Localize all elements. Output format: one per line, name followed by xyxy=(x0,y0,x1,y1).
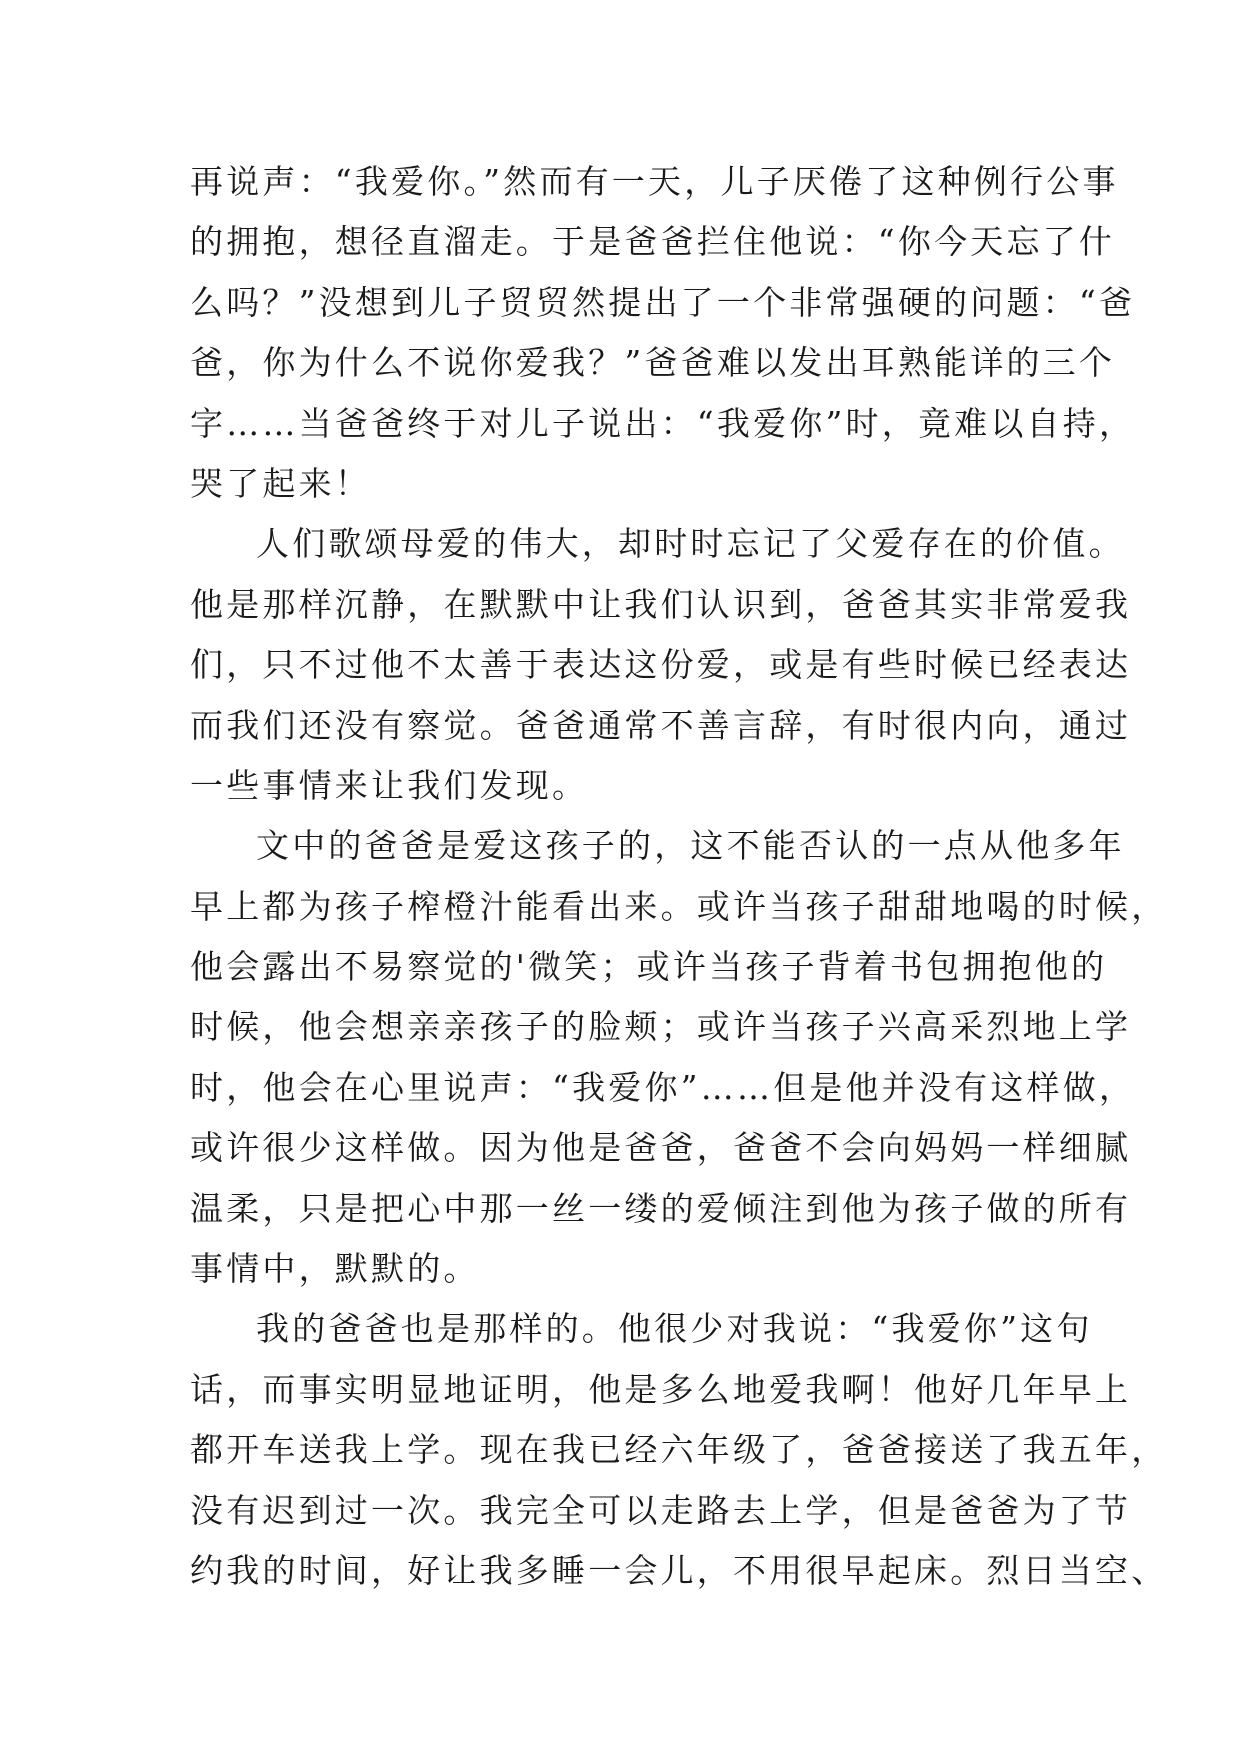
text-line: 一些事情来让我们发现。 xyxy=(190,765,589,805)
paragraph-first-line: 文中的爸爸是爱这孩子的，这不能否认的一点从他多年 xyxy=(256,826,1125,866)
document-body xyxy=(190,152,1168,1601)
text-line: 他会露出不易察觉的'微笑；或许当孩子背着书包拥抱他的 xyxy=(190,947,1108,987)
text-line: 么吗？”没想到儿子贸贸然提出了一个非常强硬的问题：“爸 xyxy=(190,282,1136,322)
text-line: 爸，你为什么不说你爱我？”爸爸难以发出耳熟能详的三个 xyxy=(190,343,1116,383)
paragraph-first-line: 人们歌颂母爱的伟大，却时时忘记了父爱存在的价值。 xyxy=(256,524,1125,564)
text-line: 话，而事实明显地证明，他是多么地爱我啊！他好几年早上 xyxy=(190,1369,1132,1409)
text-line: 没有迟到过一次。我完全可以走路去上学，但是爸爸为了节 xyxy=(190,1490,1132,1530)
text-line: 时候，他会想亲亲孩子的脸颊；或许当孩子兴高采烈地上学 xyxy=(190,1007,1132,1047)
text-line: 早上都为孩子榨橙汁能看出来。或许当孩子甜甜地喝的时候， xyxy=(190,886,1168,926)
text-line: 他是那样沉静，在默默中让我们认识到，爸爸其实非常爱我 xyxy=(190,584,1132,624)
text-line: 而我们还没有察觉。爸爸通常不善言辞，有时很内向，通过 xyxy=(190,705,1132,745)
text-line: 们，只不过他不太善于表达这份爱，或是有些时候已经表达 xyxy=(190,645,1132,685)
text-line: 约我的时间，好让我多睡一会儿，不用很早起床。烈日当空、 xyxy=(190,1550,1168,1590)
text-line: 都开车送我上学。现在我已经六年级了，爸爸接送了我五年， xyxy=(190,1430,1168,1470)
text-line: 事情中，默默的。 xyxy=(190,1249,480,1289)
text-line: 的拥抱，想径直溜走。于是爸爸拦住他说：“你今天忘了什 xyxy=(190,222,1116,262)
text-line: 时，他会在心里说声：“我爱你”……但是他并没有这样做， xyxy=(190,1067,1136,1107)
text-line: 字……当爸爸终于对儿子说出：“我爱你”时，竟难以自持， xyxy=(190,403,1136,443)
text-line: 或许很少这样做。因为他是爸爸，爸爸不会向妈妈一样细腻 xyxy=(190,1128,1132,1168)
text-line: 再说声：“我爱你。”然而有一天，儿子厌倦了这种例行公事 xyxy=(190,162,1119,201)
text-line: 温柔，只是把心中那一丝一缕的爱倾注到他为孩子做的所有 xyxy=(190,1188,1132,1228)
text-line: 哭了起来！ xyxy=(190,463,371,503)
paragraph-first-line: 我的爸爸也是那样的。他很少对我说：“我爱你”这句 xyxy=(256,1309,1093,1349)
